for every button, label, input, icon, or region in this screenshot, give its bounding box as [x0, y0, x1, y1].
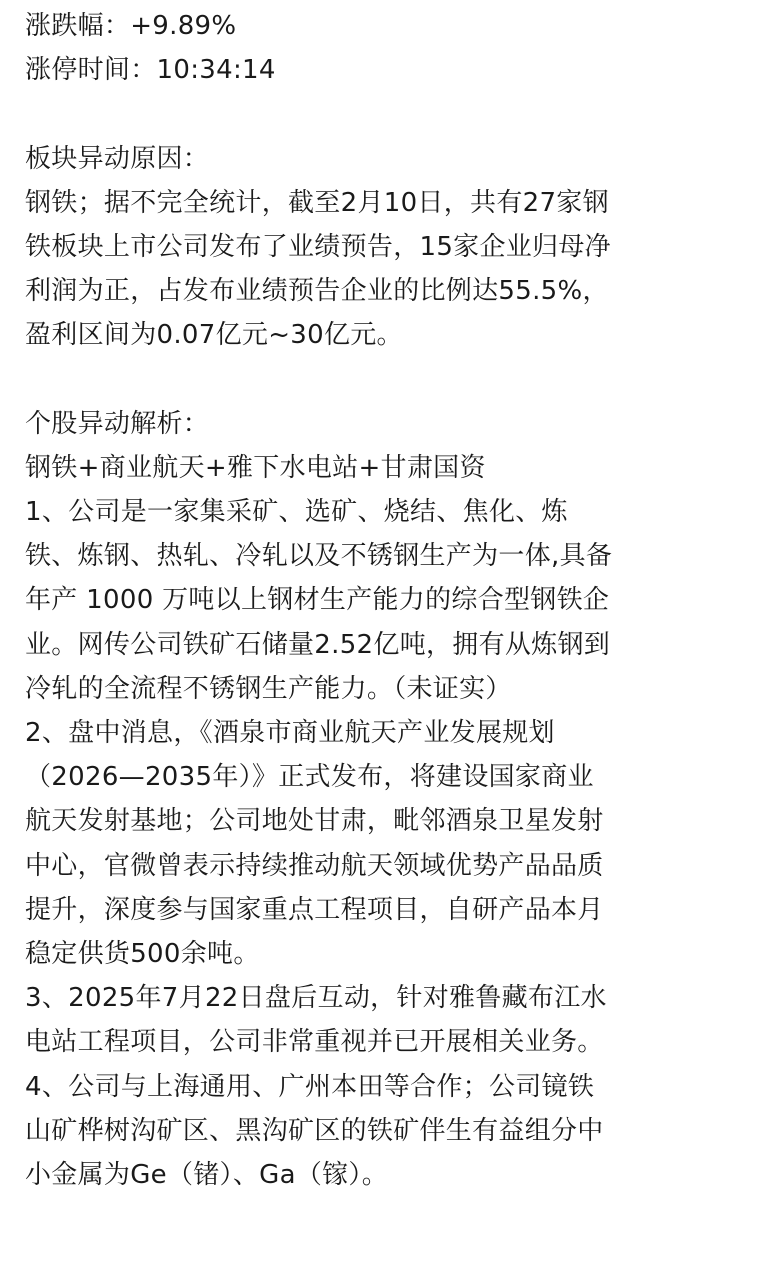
sector-reason-line: 铁板块上市公司发布了业绩预告，15家企业归母净: [25, 231, 611, 262]
price-change-label: 涨跌幅：: [25, 11, 131, 41]
sector-reason-heading: 板块异动原因：: [25, 143, 210, 174]
limit-up-time-label: 涨停时间：: [25, 55, 157, 86]
analysis-line: 4、公司与上海通用、广州本田等合作；公司镜铁: [25, 1071, 595, 1102]
concept-tags: 钢铁+商业航天+雅下水电站+甘肃国资: [25, 452, 486, 483]
analysis-line: 提升，深度参与国家重点工程项目，自研产品本月: [25, 894, 604, 925]
analysis-line: 电站工程项目，公司非常重视并已开展相关业务。: [25, 1027, 604, 1058]
sector-reason-line: 利润为正，占发布业绩预告企业的比例达55.5%，: [25, 276, 609, 307]
spacer: [25, 92, 745, 136]
analysis-line: 1、公司是一家集采矿、选矿、烧结、焦化、炼: [25, 497, 568, 528]
price-change-line: [25, 4, 745, 48]
spacer: [25, 358, 745, 402]
analysis-line: 中心，官微曾表示持续推动航天领域优势产品品质: [25, 850, 604, 881]
price-change-value: +9.89%: [130, 11, 237, 41]
limit-up-time-line: [25, 48, 745, 92]
analysis-line: 稳定供货500余吨。: [25, 938, 260, 969]
article-body: [25, 4, 745, 1197]
analysis-line: 业。网传公司铁矿石储量2.52亿吨，拥有从炼钢到: [25, 629, 611, 660]
analysis-line: 小金属为Ge（锗）、Ga（镓）。: [25, 1159, 389, 1190]
analysis-line: 2、盘中消息，《酒泉市商业航天产业发展规划: [25, 718, 555, 748]
analysis-line: 山矿桦树沟矿区、黑沟矿区的铁矿伴生有益组分中: [25, 1115, 604, 1146]
analysis-line: 冷轧的全流程不锈钢生产能力。（未证实）: [25, 673, 512, 704]
analysis-line: 年产 1000 万吨以上钢材生产能力的综合型钢铁企: [25, 585, 610, 616]
sector-reason-line: 钢铁；据不完全统计，截至2月10日，共有27家钢: [25, 187, 609, 218]
sector-reason-line: 盈利区间为0.07亿元~30亿元。: [25, 320, 403, 351]
analysis-line: 3、2025年7月22日盘后互动，针对雅鲁藏布江水: [25, 983, 607, 1014]
analysis-line: （2026—2035年）》正式发布，将建设国家商业: [25, 762, 594, 793]
limit-up-time-value: 10:34:14: [156, 55, 276, 86]
analysis-line: 铁、炼钢、热轧、冷轧以及不锈钢生产为一体,具备: [25, 541, 613, 572]
analysis-line: 航天发射基地；公司地处甘肃，毗邻酒泉卫星发射: [25, 806, 604, 837]
stock-analysis-heading: 个股异动解析：: [25, 408, 210, 439]
